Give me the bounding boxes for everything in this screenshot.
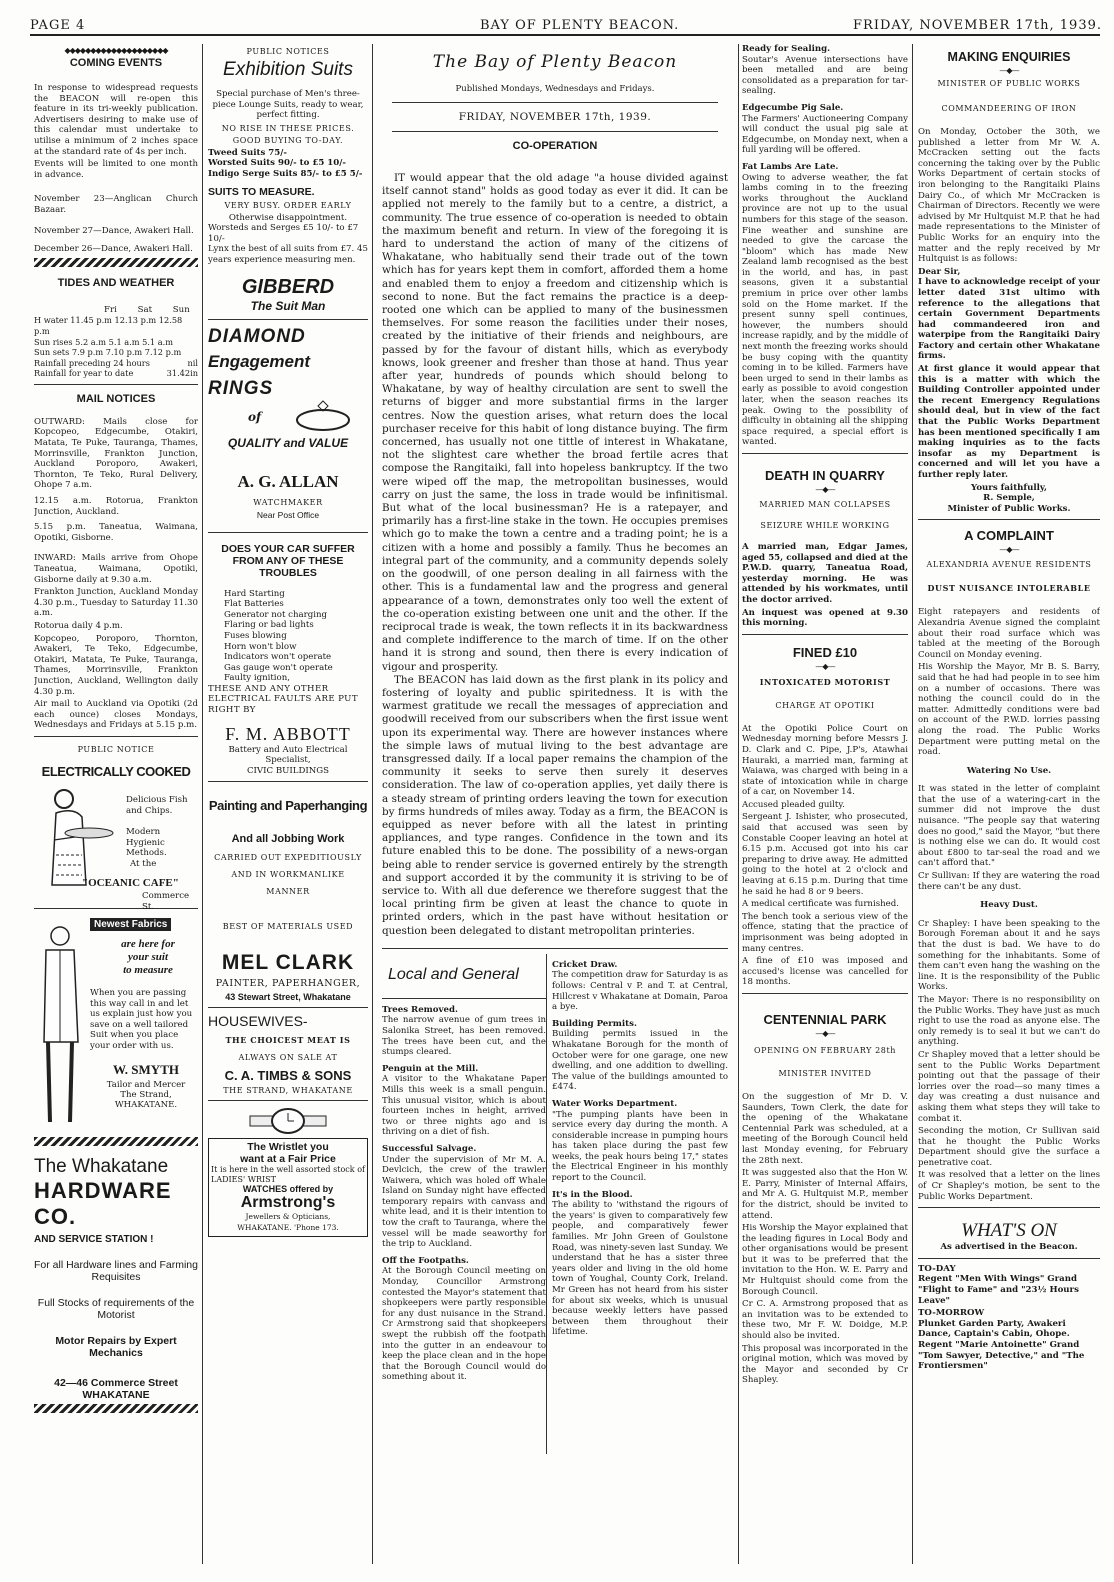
news-text: It was resolved that a letter on the lines of Cr Shapley's motion, be sent to the Public Works Department. [918, 1170, 1100, 1202]
ad-text: Worsteds and Serges £5 10/- to £7 10/- [208, 223, 359, 244]
ad-text: NO RISE IN THESE PRICES. [221, 123, 355, 133]
event-item: November 23—Anglican Church Bazaar. [34, 194, 198, 215]
divider [392, 102, 718, 103]
news-heading: It's in the Blood. [552, 1189, 633, 1200]
news-heading: Building Permits. [552, 1018, 637, 1029]
hardware-text: Full Stocks of requirements of the Motorist [37, 1296, 195, 1321]
mail-para: 12.15 a.m. Rotorua, Frankton Junction, Auckland. [34, 496, 198, 517]
mail-para: INWARD: Mails arrive from Ohope Taneatua, Waimana, Opotiki, Gisborne daily at 9.30 a.m. [34, 553, 198, 585]
news-heading: Water Works Department. [552, 1098, 678, 1109]
news-heading: Cricket Draw. [552, 959, 618, 970]
news-heading: Successful Salvage. [382, 1143, 477, 1154]
of-text: of [248, 409, 262, 424]
divider [742, 634, 908, 635]
news-text: It was stated in the letter of complaint that the use of a watering-cart in the summer did not improve the dust nuisance. "The people say that watering does no good," said the Mayor, "but there is nothing else we can do. It would cost about £800 to tar-seal the road and we can't afford that." [918, 784, 1100, 869]
cafe-at: At the [130, 858, 157, 869]
publication-schedule: Published Mondays, Wednesdays and Fridays. [455, 84, 655, 94]
centennial-heading: CENTENNIAL PARK [763, 1011, 887, 1027]
armstrong-name: Armstrong's [240, 1194, 336, 1212]
sub-heading: CHARGE AT OPOTIKI [775, 700, 875, 710]
fined-heading: FINED £10 [792, 644, 858, 660]
ad-text: AND IN WORKMANLIKE [231, 870, 345, 880]
sub-heading: MINISTER INVITED [778, 1068, 872, 1078]
ad-text: Special purchase of Men's three-piece Lounge Suits, ready to wear, perfect fitting. [212, 89, 364, 121]
ad-text: Battery and Auto Electrical Specialist, [228, 744, 348, 766]
ring-graphic-row [208, 400, 368, 436]
diamond-heading: DIAMOND [208, 325, 306, 347]
trouble-item: Fuses blowing [224, 630, 287, 641]
editorial-column [382, 44, 728, 1568]
mel-clark-name: MEL CLARK [221, 951, 355, 975]
death-heading: DEATH IN QUARRY [765, 467, 885, 483]
news-text: The ability to 'withstand the rigours of the years' is given to comparatively few people, and comparatively fewer families. Mr John Green of Goulstone Road, was ninety-seven last Sunday. We understand that he has a sister three years older and living in the old home town of Youghal, County Cork, Ireland. Mr Green has not heard from his sister for about six weeks, which is unusual because weekly letters have passed between them throughout their lifetime. [552, 1200, 728, 1338]
smyth-body: When you are passing this way call in and let us explain just how you save on a well tailored Suit when you place your order with us. [90, 987, 193, 1051]
cafe-street: Commerce St. [142, 890, 190, 912]
news-text: The bench took a serious view of the offence, stating that the practice of imprisonment was being adopted in many centres. [742, 911, 908, 954]
day-label: Sun [172, 304, 190, 315]
ad-text: GOOD BUYING TO-DAY. [232, 135, 344, 145]
column-divider [738, 44, 739, 1564]
complaint-heading: A COMPLAINT [964, 528, 1054, 544]
divider [34, 736, 198, 737]
cafe-name: "OCEANIC CAFE" [82, 876, 179, 889]
editorial-date: FRIDAY, NOVEMBER 17th, 1939. [458, 111, 652, 123]
divider [392, 131, 718, 132]
news-text: The narrow avenue of gum trees in Salonika Street, has been removed. The trees have been cut, and the stumps cleared. [382, 1015, 546, 1058]
allan-name: A. G. ALLAN [237, 471, 339, 491]
tides-row: Sun sets 7.9 p.m 7.10 p.m 7.12 p.m [34, 347, 182, 358]
news-heading: Fat Lambs Are Late. [742, 161, 839, 172]
coming-events-intro: In response to widespread requests the BEACON will re-open this feature in its tri-weekly publication. Advertisers desiring to make use of this calendar must undertake to utilise a minimum of 2 inches space at the standard rate of 4s per inch. [34, 83, 198, 157]
price-line: Indigo Serge Suits 85/- to £5 5/- [208, 168, 363, 179]
ad-text: PAINTER, PAPERHANGER, [215, 978, 361, 990]
ad-text: Jewellers & Opticians, [245, 1212, 331, 1222]
ad-text: Otherwise disappointment. [228, 212, 348, 223]
news-heading: Off the Footpaths. [382, 1255, 469, 1266]
mail-para: Rotorua daily 4 p.m. [34, 620, 123, 631]
cafe-ad [34, 785, 198, 912]
tides-row: Rainfall preceding 24 hours nil [34, 357, 198, 368]
ad-text: THE STRAND, WHAKATANE [223, 1086, 353, 1096]
ad-text: VERY BUSY. ORDER EARLY [224, 200, 352, 210]
divider [208, 1100, 368, 1101]
local-general-section [382, 954, 728, 1454]
public-notices-title: PUBLIC NOTICES [246, 47, 330, 56]
tides-row: Sun rises 5.2 a.m 5.1 a.m 5.1 a.m [34, 336, 173, 347]
ornament: —◆— [815, 484, 835, 494]
news-text: Soutar's Avenue intersections have been metalled and are being consolidated as a preparation for tar-sealing. [742, 54, 908, 97]
wristwatch-icon [248, 1106, 328, 1136]
ad-text: THE CHOICEST MEAT IS [225, 1035, 351, 1046]
news-text: The Mayor: There is no responsibility on the Public Works. They have just as much right to use the road as anyone else. The only remedy is to seal it but we can't do anything. [918, 994, 1100, 1048]
electrically-cooked: ELECTRICALLY COOKED [41, 763, 191, 779]
zigzag-rule [34, 258, 198, 267]
local-general-title: Local and General [388, 965, 519, 983]
news-heading: Edgecumbe Pig Sale. [742, 102, 844, 113]
column-divider [202, 44, 203, 1564]
news-text: Eight ratepayers and residents of Alexandria Avenue signed the complaint about their road surface which was tabled at the meeting of the Borough Council on Monday evening. [918, 607, 1100, 660]
fabrics-tagline: are here for your suit to measure [121, 937, 175, 976]
price-line: Tweed Suits 75/- [208, 147, 287, 158]
event-item: December 26—Dance, Awakeri Hall. [34, 244, 193, 255]
ad-text: want at a Fair Price [240, 1153, 336, 1166]
sub-heading: ALEXANDRIA AVENUE RESIDENTS [926, 560, 1092, 570]
news-text: A visitor to the Whakatane Paper Mills this week is a small penguin. This unusual visitor, which is about fourteen inches in height, arrived two or three nights ago and is thriving on a diet of fish. [382, 1074, 546, 1138]
local-col-a [382, 954, 546, 1385]
hardware-text: For all Hardware lines and Farming Requisites [34, 1258, 198, 1283]
column-divider [546, 954, 547, 1454]
timbs-name: C. A. TIMBS & SONS [224, 1068, 352, 1084]
trouble-item: Faulty ignition, [224, 673, 291, 684]
zigzag-rule [34, 1137, 198, 1146]
news-text: A married man, Edgar James, aged 55, collapsed and died at the P.W.D. quarry, Taneatua Road, yesterday morning. He was attended by his workmates, until the doctor arrived. [742, 541, 908, 605]
header-rule [30, 34, 1100, 36]
hardware-address: 42—46 Commerce Street [54, 1376, 178, 1389]
housewives-heading: HOUSEWIVES- [208, 1013, 308, 1030]
ad-text: CARRIED OUT EXPEDITIOUSLY [214, 853, 362, 863]
news-heading: Trees Removed. [382, 1004, 458, 1015]
column-divider [912, 44, 913, 1564]
mail-para: Kopcopeo, Poroporo, Thornton, Awakeri, Te Teko, Edgecumbe, Otakiri, Matata, Te Puke, Tauranga, Thames, Morrinsville, Frankton Junction, Auckland, Wellington daily 4.30 p.m. [34, 633, 198, 697]
newspaper-title: BAY OF PLENTY BEACON. [480, 18, 680, 33]
sub-heading: As advertised in the Beacon. [940, 1242, 1078, 1253]
ad-text: ALWAYS ON SALE AT [238, 1053, 338, 1063]
page-number: PAGE 4 [30, 18, 86, 33]
column-1 [34, 44, 198, 1568]
sub-heading: OPENING ON FEBRUARY 28th [753, 1045, 897, 1055]
news-text: Seconding the motion, Cr Sullivan said that he thought the Public Works Department should give the surface a penetrative coat. [918, 1126, 1100, 1168]
ad-text: MANNER [266, 887, 310, 897]
sub-heading: SEIZURE WHILE WORKING [760, 520, 890, 530]
divider [742, 993, 908, 994]
ad-text: Lynx the best of all suits from £7. 45 years experience measuring men. [208, 244, 368, 265]
news-text: Cr Shapley: I have been speaking to the Borough Foreman about it and he says that the dust is bad. We have to do something for the inhabitants. Some of them can't even hang the washing on the line. It is the responsibility of the Public Works. [918, 918, 1100, 993]
trouble-item: Flaring or bad lights [224, 620, 314, 631]
ad-text: THESE AND ANY OTHER ELECTRICAL FAULTS ARE PUT RIGHT BY [208, 683, 358, 716]
news-text: A fine of £10 was imposed and accused's license was cancelled for 18 months. [742, 956, 908, 988]
ad-text: The Wristlet you [247, 1141, 329, 1154]
ornament: —◆— [815, 1028, 835, 1038]
exhibition-suits: Exhibition Suits [223, 59, 353, 80]
news-heading: Ready for Sealing. [742, 44, 831, 54]
whats-on-day: TO-MORROW [918, 1308, 985, 1319]
news-text: A medical certificate was furnished. [742, 899, 899, 910]
column-5 [918, 44, 1100, 1568]
tailor-figure-illustration [34, 922, 88, 1132]
public-notice-title: PUBLIC NOTICE [77, 744, 155, 754]
day-label: Fri [104, 304, 117, 315]
column-2 [208, 44, 368, 1568]
news-text: It was suggested also that the Hon W. E. Parry, Minister of Internal Affairs, and Mr A. G. Hultquist M.P., member for the district, should be invited to attend. [742, 1168, 908, 1221]
hardware-line3: AND SERVICE STATION ! [34, 1233, 154, 1245]
news-text: The competition draw for Saturday is as follows: Central v P. and T. at Central, Hillcrest v Whakatane at Domain, Paroa a bye. [552, 970, 728, 1013]
trouble-item: Horn won't blow [224, 641, 297, 652]
news-text: At the Opotiki Police Court on Wednesday morning before Messrs J. D. Clark and C. Pipe, J.P's, Atawhai Hauraki, a married man, farming at Waiawa, was charged with being in a state of intoxication while in charge of a car, on November 14. [742, 723, 908, 798]
ad-text: WHAKATANE. 'Phone 173. [237, 1223, 339, 1233]
news-text: Cr Shapley moved that a letter should be sent to the Public Works Department pointing out that the passage of their lorries over the road—so many times a day was creating a dust nuisance and asking them what steps they will take to combat it. [918, 1049, 1100, 1124]
ad-text: And all Jobbing Work [231, 833, 345, 846]
divider [918, 519, 1100, 520]
smyth-sub: WHAKATANE. [114, 1099, 178, 1110]
divider [208, 319, 368, 320]
divider [742, 453, 908, 454]
ad-text: CIVIC BUILDINGS [246, 765, 330, 776]
news-text: An inquest was opened at 9.30 this morning. [742, 607, 908, 629]
painting-heading: Painting and Paperhanging [208, 798, 368, 814]
divider [208, 1007, 368, 1008]
divider [34, 384, 198, 385]
divider [208, 532, 368, 533]
divider [918, 1207, 1100, 1208]
letter-text: At first glance it would appear that this is a matter with which the Building Controller appointed under the recent Emergency Regulations should deal, but in view of the fact that the Public Works Department has been mentioned specifically I am making inquiries as to the facts insofar as my Department is concerned and will let you have a further reply later. [918, 364, 1100, 480]
smyth-sub: Tailor and Mercer [106, 1079, 186, 1090]
divider [208, 781, 368, 782]
news-text: Under the supervision of Mr M. A. Devlcich, the crew of the trawler Waiwera, which was holed off Whale Island on Sunday night have effected temporary repairs with canvass and white lead, and it is their intention to tow the craft to Tauranga, where the vessel will be made seaworthy for the trip to Auckland. [382, 1154, 546, 1250]
news-subheading: Heavy Dust. [980, 900, 1038, 911]
news-text: On the suggestion of Mr D. V. Saunders, Town Clerk, the date for the opening of the Whakatane Centennial Park was scheduled, at a meeting of the Borough Council held last Monday evening, for February the 28th next. [742, 1091, 908, 1166]
mail-para: Frankton Junction, Auckland Monday 4.30 p.m., Tuesday to Saturday 11.30 a.m. [34, 587, 198, 619]
news-text: Cr Sullivan: If they are watering the road there can't be any dust. [918, 871, 1100, 892]
news-text: On Monday, October the 30th, we published a letter from Mr W. A. McCracken setting out the facts concerning the taking over by the Public Works Department of certain stocks of iron belonging to the Rangitaiki Plains Dairy Co., of which Mr McCracken is Chairman of Directors. Recently we were advised by Mr Hultquist M.P. that he had made representations to the Minister of Public Works for an enquiry into the matter and the reply received by Mr Hultquist is as follows: [918, 127, 1100, 265]
divider [918, 1258, 1100, 1259]
letter-salutation: Dear Sir, [918, 266, 961, 277]
quality-value: QUALITY and VALUE [227, 435, 349, 450]
letter-text: I have to acknowledge receipt of your letter dated 31st ultimo with reference to the allegations that certain Government Departments had commandeered iron and waterpipe from the Rangitaiki Dairy Factory and certain other Whakatane firms. [918, 277, 1100, 362]
hardware-line2: HARDWARE CO. [34, 1177, 172, 1229]
editorial-body [382, 172, 728, 938]
whats-on-text: Regent "Men With Wings" Grand "Flight to Fame" and "23½ Hours Leave" [918, 1274, 1079, 1306]
cafe-line: Modern Hygienic Methods. [126, 826, 167, 859]
armstrong-ad [208, 1138, 368, 1236]
troubles-list [208, 589, 368, 684]
letter-signoff: R. Semple, [983, 493, 1035, 504]
news-text: Sergeant J. Ishister, who prosecuted, said that accused was seen by Constable Cooper leaving an hotel at 6.15 p.m. Accused got into his car preparing to drive away. He admitted going to the hotel at 2 o'clock and leaving at 6.15 p.m. During that time he said he had 8 or 9 beers. [742, 812, 908, 897]
column-4 [742, 44, 908, 1568]
smyth-ad [34, 914, 198, 1134]
divider [382, 998, 546, 999]
letter-signoff: Minister of Public Works. [947, 503, 1071, 514]
mail-para: Air mail to Auckland via Opotiki (2d each ounce) closes Mondays, Wednesdays and Fridays at 5.15 p.m. [34, 699, 198, 731]
mail-title: MAIL NOTICES [76, 392, 156, 405]
making-enquiries-heading: MAKING ENQUIRIES [947, 50, 1071, 64]
abbott-name: F. M. ABBOTT [225, 723, 351, 744]
hardware-line1: The Whakatane [34, 1155, 169, 1177]
rings-heading: RINGS [208, 377, 274, 399]
car-heading: DOES YOUR CAR SUFFER FROM ANY OF THESE TROUBLES [221, 542, 355, 579]
ring-icon [288, 400, 358, 434]
news-text: Cr C. A. Armstrong proposed that as an invitation was to be extended to these two, Mr F. W. Doidge, M.P. should also be invited. [742, 1299, 908, 1342]
tides-row: Rainfall for year to date 31.42in [34, 368, 198, 379]
smyth-name: W. SMYTH [113, 1061, 179, 1077]
editorial-paragraph: The BEACON has laid down as the first plank in its policy and fostering of loyalty and public spiritedness. It is with the warmest gratitude we recall the messages of appreciation and goodwill received from our subscribers when the first issue went upon its experimental way. There are however instances where the simple laws of mutual living to the best advantage are transgressed daily. If a local paper remains the champion of the community it seeks to serve then surely it deserves consideration. The law of co-operation applies, yet daily there is a steady stream of printing orders leaving the town for execution by firms hundreds of miles away. Today as a firm, the BEACON is equipped as never before with all the latest in printing appliances, and type ranges. Confidence in the town and its future enabled this to be done. The possibility of a news-organ being able to render service is governed entirely by the strength and support accorded it by the community it is striving to be of service to. With all due deference we therefore suggest that the local printing firm be given at least the chance to quote in printed orders, which in the past have without hesitation or question been delegated to distant metropolitan printeries. [382, 673, 728, 937]
trouble-item: Flat Batteries [224, 599, 284, 610]
sub-heading: DUST NUISANCE INTOLERABLE [927, 583, 1091, 594]
gibberd-sub: The Suit Man [250, 298, 326, 313]
mail-para: 5.15 p.m. Taneatua, Waimana, Opotiki, Gisborne. [34, 522, 198, 543]
whats-on-text: Plunket Garden Party, Awakeri Dance, Captain's Cabin, Ohope. Regent "Marie Antoinette" Grand "Tom Sawyer, Detective," and "The Frontiersmen" [918, 1318, 1085, 1372]
coming-events-title: COMING EVENTS [69, 57, 163, 69]
news-heading: Penguin at the Mill. [382, 1063, 479, 1074]
news-text: The Farmers' Auctioneering Company will conduct the usual pig sale at Edgecumbe, on Monday next, when a full yarding will be offered. [742, 113, 908, 156]
news-text: Building permits issued in the Whakatane Borough for the month of October were for one garage, one new dwelling, and one addition to dwelling. The value of the buildings amounted to £474. [552, 1029, 728, 1093]
ad-text: WATCHMAKER [253, 497, 323, 507]
editorial-title: CO-OPERATION [512, 140, 598, 152]
gibberd-logo: GIBBERD [241, 275, 335, 298]
ad-text: It is here in the well assorted stock of LADIES' WRIST [211, 1165, 365, 1184]
sub-heading: MARRIED MAN COLLAPSES [759, 499, 891, 509]
fabrics-banner: Newest Fabrics [90, 918, 171, 931]
sub-heading: INTOXICATED MOTORIST [759, 676, 891, 687]
news-text: Owing to adverse weather, the fat lambs coming in to the freezing works throughout the Auckland province are not up to the usual numbers for this stage of the season. Fine weather and sunshine are needed to give the carcase the "bloom" which has made New Zealand lamb recognised as the best in the world, and has, in past seasons, given it a substantial premium in price over other lambs sold on the Home market. If the present sunny spell continues, however, the numbers should increase rapidly, and by the middle of next month the freezing works should be busy coping with the quantity coming in to be killed. Farmers have been urged to send in their lambs as early as possible to avoid congestion later, when the season reaches its peak. Owing to the possibility of difficulty in obtaining all the shipping space required, a special effort is wanted. [742, 172, 908, 448]
trouble-item: Indicators won't operate [224, 652, 332, 663]
whats-on-heading: WHAT'S ON [961, 1220, 1057, 1242]
hardware-text: Motor Repairs by Expert Mechanics [55, 1334, 177, 1359]
news-text: This proposal was incorporated in the original motion, which was moved by the Mayor and seconded by Cr Shapley. [742, 1343, 908, 1386]
letter-signoff: Yours faithfully, [970, 482, 1048, 493]
tides-title: TIDES AND WEATHER [57, 276, 175, 289]
ornament: —◆— [999, 545, 1019, 555]
sub-heading: COMMANDEERING OF IRON [941, 104, 1077, 113]
coming-events-limit: Events will be limited to one month in advance. [34, 159, 198, 180]
ornament-rule: ◆◆◆◆◆◆◆◆◆◆◆◆◆◆◆◆◆◆◆◆ [64, 46, 168, 55]
trouble-item: Gas gauge won't operate [224, 662, 333, 673]
day-label: Sat [137, 304, 153, 315]
masthead: The Bay of Plenty Beacon [432, 52, 678, 72]
ad-text: WATCHES offered by [242, 1184, 334, 1195]
whats-on-day: TO-DAY [918, 1263, 956, 1274]
editorial-paragraph: IT would appear that the old adage "a house divided against itself cannot stand" holds as good today as ever it did. It can be applied not merely to the family but to a centre, a district, a community. The true essence of co-operation is needed to obtain the maximum benefit and return. In view of the foregoing it is hard to understand the action of many of the citizens of Whakatane, who habitually send their trade out of the town which has for years kept them in comfort, afforded them a home and enabled them to enjoy a freedom and citizenship which is second to none. But the fact remains the practice is a deep-rooted one which can be applied to many of the businessmen themselves. For some reason the facilities under their noses, created by the initiative of their friends and neighbours, are passed by for the favour of distant hills, which as everybody knows, look greener and fresher than those at hand. Thus year after year, hundreds of pounds which should belong to Whakatane, by way of healthy circulation are sent to swell the returns of bigger and more substantial firms in the larger centres. Now the question arises, what return does the local purchaser receive for this habit of long distance buying. The firm concerned, has usually not one tittle of interest in Whakatane, not the slightest care whether the broad fertile acres that compose the Rangitaiki, fall into hopeless bankruptcy. If the two were wiped off the map, the metropolitan businesses, would carry on just the same, the loss in trade would be infinitismal. But what of the local businessman? He is a ratepayer, and primarily has a first-line stake in the town. He occupies premises which go to make the town a centre and a trading point; he is a citizen with a home and possibly a family. Thus he becomes an integral part of the community, and a community depends solely on the goodwill, of one person dealing in all fairness with the other. This is a fundamental law and the progress and general appearance of a town, demonstrates only too well the extent of the co-operation existing between one unit and the other. If the reciprocal trade is weak, the town reflects it in its backwardness and complete indifference to the march of time. If on the other hand it is strong and sound, then there is every indication of vigour and prosperity. [382, 172, 728, 673]
news-text: "The pumping plants have been in service every day during the month. A considerable increase in pumping hours has taken place during the past few weeks, the peak hours being 17," states the Electrical Engineer in his monthly report to the Council. [552, 1109, 728, 1184]
issue-date: FRIDAY, NOVEMBER 17th, 1939. [853, 18, 1102, 33]
news-text: His Worship the Mayor, Mr B. S. Barry, said that he had had people in to see him on a number of occasions. There was nothing the council could do in the matter. Admittedly conditions were bad on account of the P.W.D. lorries passing along the road. The Public Works Department were putting metal on the road. [918, 662, 1100, 758]
ornament: —◆— [815, 661, 835, 671]
mail-para: OUTWARD: Mails close for Kopcopeo, Edgecumbe, Otakiri, Matata, Te Puke, Tauranga, Thames, Morrinsville, Frankton Junction, Auckland Poroporo, Awakeri, Thornton, Te Teko, Rural Delivery, Ohope 7 a.m. [34, 416, 198, 491]
ad-text: BEST OF MATERIALS USED [222, 922, 354, 932]
sub-heading: MINISTER OF PUBLIC WORKS [937, 79, 1081, 88]
ornament: —◆— [999, 66, 1019, 75]
tides-row: H water 11.45 p.m 12.13 p.m 12.58 p.m [34, 315, 183, 336]
news-text: Accused pleaded guilty. [742, 799, 845, 810]
ad-heading: SUITS TO MEASURE. [208, 185, 315, 198]
ad-text: Near Post Office [256, 509, 320, 520]
ad-text: 43 Stewart Street, Whakatane [225, 992, 351, 1003]
tides-days [34, 305, 198, 316]
hardware-address: WHAKATANE [82, 1388, 150, 1401]
event-item: November 27—Dance, Awakeri Hall. [34, 225, 194, 236]
local-col-b [552, 954, 728, 1340]
engagement-heading: Engagement [208, 351, 311, 371]
smyth-sub: The Strand, [120, 1089, 172, 1100]
news-text: His Worship the Mayor explained that the leading figures in Local Body and other organisations would be present but it was to be preferred that the invitation to the Hon. W. E. Parry and Mr Hultquist should come from the Borough Council. [742, 1223, 908, 1297]
trouble-item: Generator not charging [224, 609, 328, 620]
price-line: Worsted Suits 90/- to £5 10/- [208, 158, 346, 169]
column-divider [372, 44, 373, 1564]
zigzag-rule [34, 1404, 198, 1413]
divider [382, 948, 728, 949]
news-subheading: Watering No Use. [966, 765, 1052, 776]
news-text: At the Borough Council meeting on Monday, Councillor Armstrong contested the Mayor's statement that shopkeepers were partly responsible for any dust nuisance in the Strand. Cr Armstrong said that shopkeepers swept the rubbish off the footpath into the gutter in an endeavour to keep the place clean and in the hope that the Borough Council would do something about it. [382, 1266, 546, 1383]
cafe-line: Delicious Fish and Chips. [126, 794, 188, 816]
trouble-item: Hard Starting [224, 588, 285, 599]
